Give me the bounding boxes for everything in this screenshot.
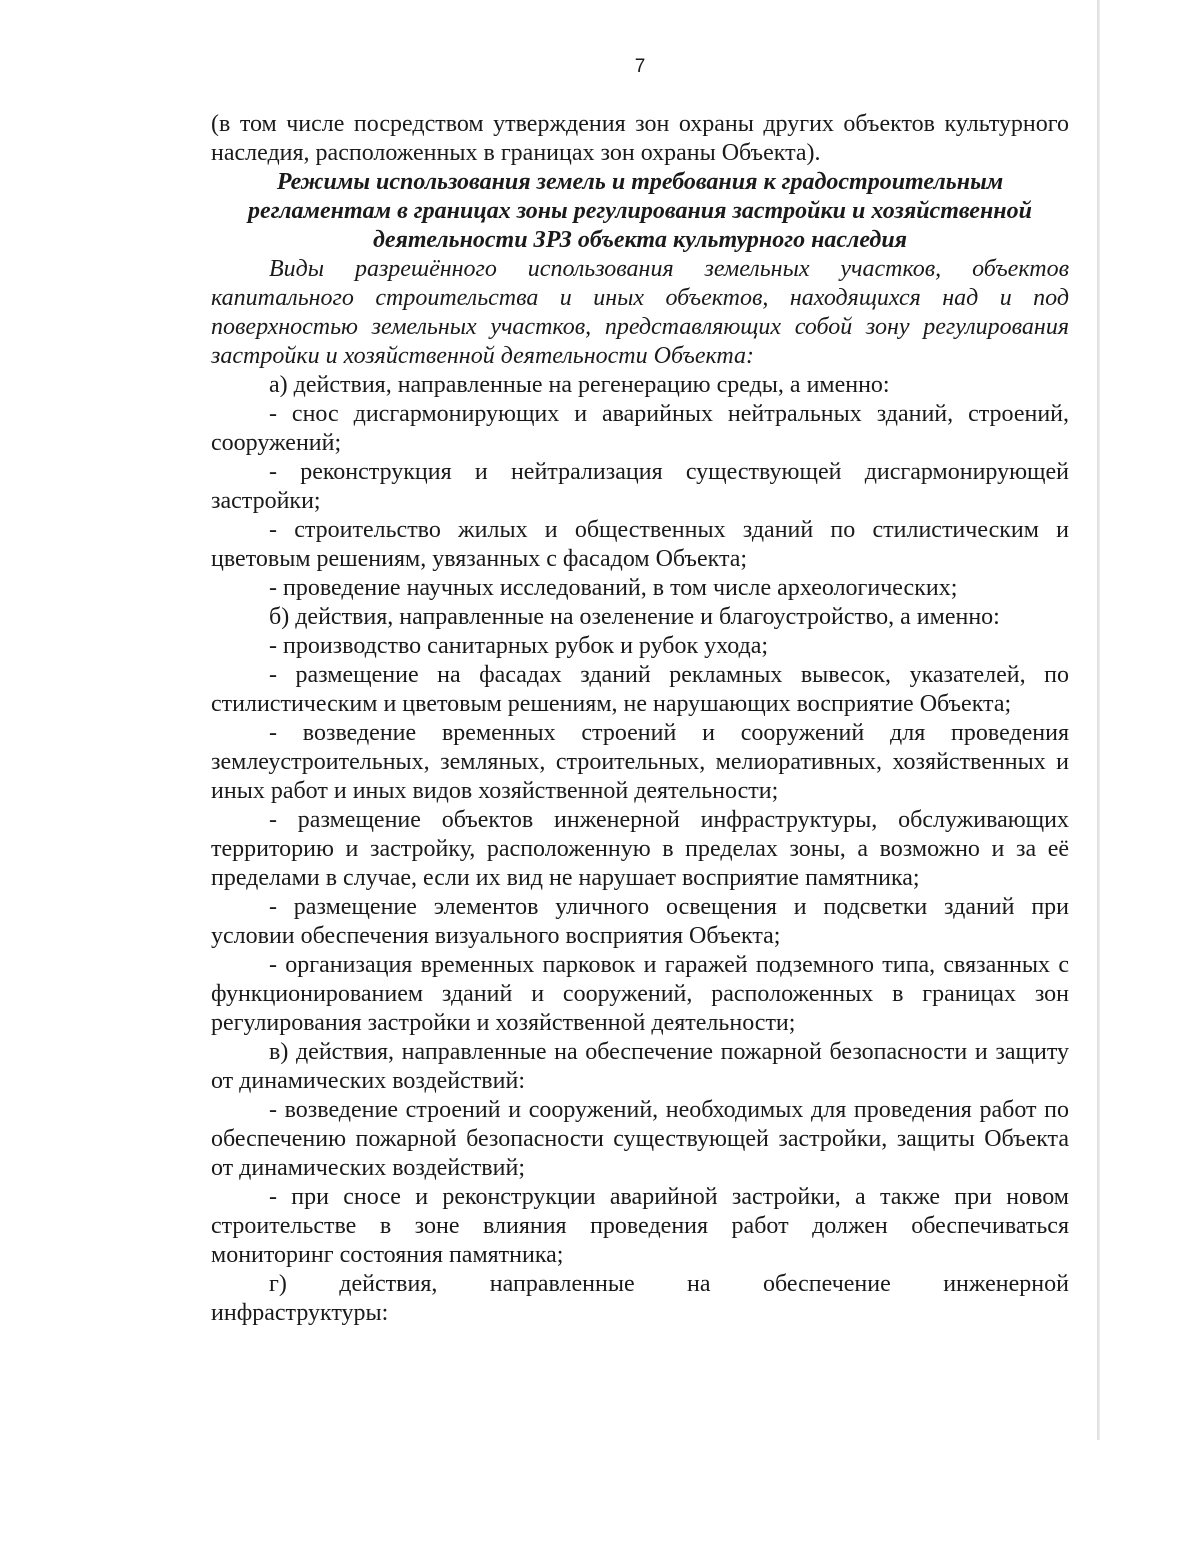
- list-item-research: - проведение научных исследований, в том числе археологических;: [269, 575, 958, 601]
- list-item-monitoring: - при сносе и реконструкции аварийной застройки, а также при новом строительстве в зоне влияния проведения работ должен обеспечиваться мониторинг состояния памятника;: [211, 1184, 1069, 1268]
- scan-edge-line: [1097, 0, 1100, 1440]
- list-item-g-line1: г) действия, направленные на обеспечение инженерной: [269, 1271, 1069, 1297]
- list-item-v: в) действия, направленные на обеспечение пожарной безопасности и защиту от динамических воздействий:: [211, 1039, 1069, 1094]
- list-item-lighting: - размещение элементов уличного освещения и подсветки зданий при условии обеспечения визуального восприятия Объекта;: [211, 894, 1069, 949]
- section-heading: Режимы использования земель и требования к градостроительным регламентам в границах зоны регулирования застройки и хозяйственной деятельности ЗРЗ объекта культурного наследия: [248, 169, 1032, 253]
- list-item-fire-safety-structures: - возведение строений и сооружений, необходимых для проведения работ по обеспечению пожарной безопасности существующей застройки, защиты Объекта от динамических воздействий;: [211, 1097, 1069, 1181]
- document-body: [211, 110, 1069, 1328]
- list-item-temporary-structures: - возведение временных строений и сооружений для проведения землеустроительных, земляных, строительных, мелиоративных, хозяйственных и иных работ и иных видов хозяйственной деятельности;: [211, 720, 1069, 804]
- list-item-sanitary-felling: - производство санитарных рубок и рубок ухода;: [269, 633, 769, 659]
- opening-paragraph: (в том числе посредством утверждения зон охраны других объектов культурного наследия, расположенных в границах зон охраны Объекта).: [211, 111, 1069, 166]
- list-item-infrastructure: - размещение объектов инженерной инфраструктуры, обслуживающих территорию и застройку, расположенную в пределах зоны, а возможно и за её пределами в случае, если их вид не нарушает восприятие памятника;: [211, 807, 1069, 891]
- list-item-g-line2: инфраструктуры:: [211, 1300, 389, 1326]
- list-item-demolition: - снос дисгармонирующих и аварийных нейтральных зданий, строений, сооружений;: [211, 401, 1069, 456]
- list-item-signage: - размещение на фасадах зданий рекламных вывесок, указателей, по стилистическим и цветовым решениям, не нарушающих восприятие Объекта;: [211, 662, 1069, 717]
- intro-paragraph: Виды разрешённого использования земельных участков, объектов капитального строительства и иных объектов, находящихся над и под поверхностью земельных участков, представляющих собой зону регулирования застройки и хозяйственной деятельности Объекта:: [211, 256, 1069, 369]
- list-item-construction: - строительство жилых и общественных зданий по стилистическим и цветовым решениям, увязанных с фасадом Объекта;: [211, 517, 1069, 572]
- list-item-reconstruction: - реконструкция и нейтрализация существующей дисгармонирующей застройки;: [211, 459, 1069, 514]
- list-item-a: а) действия, направленные на регенерацию среды, а именно:: [269, 372, 890, 398]
- list-item-parking: - организация временных парковок и гаражей подземного типа, связанных с функционированием зданий и сооружений, расположенных в границах зон регулирования застройки и хозяйственной деятельности;: [211, 952, 1069, 1036]
- page-number: 7: [634, 56, 646, 77]
- list-item-b: б) действия, направленные на озеленение и благоустройство, а именно:: [269, 604, 1000, 630]
